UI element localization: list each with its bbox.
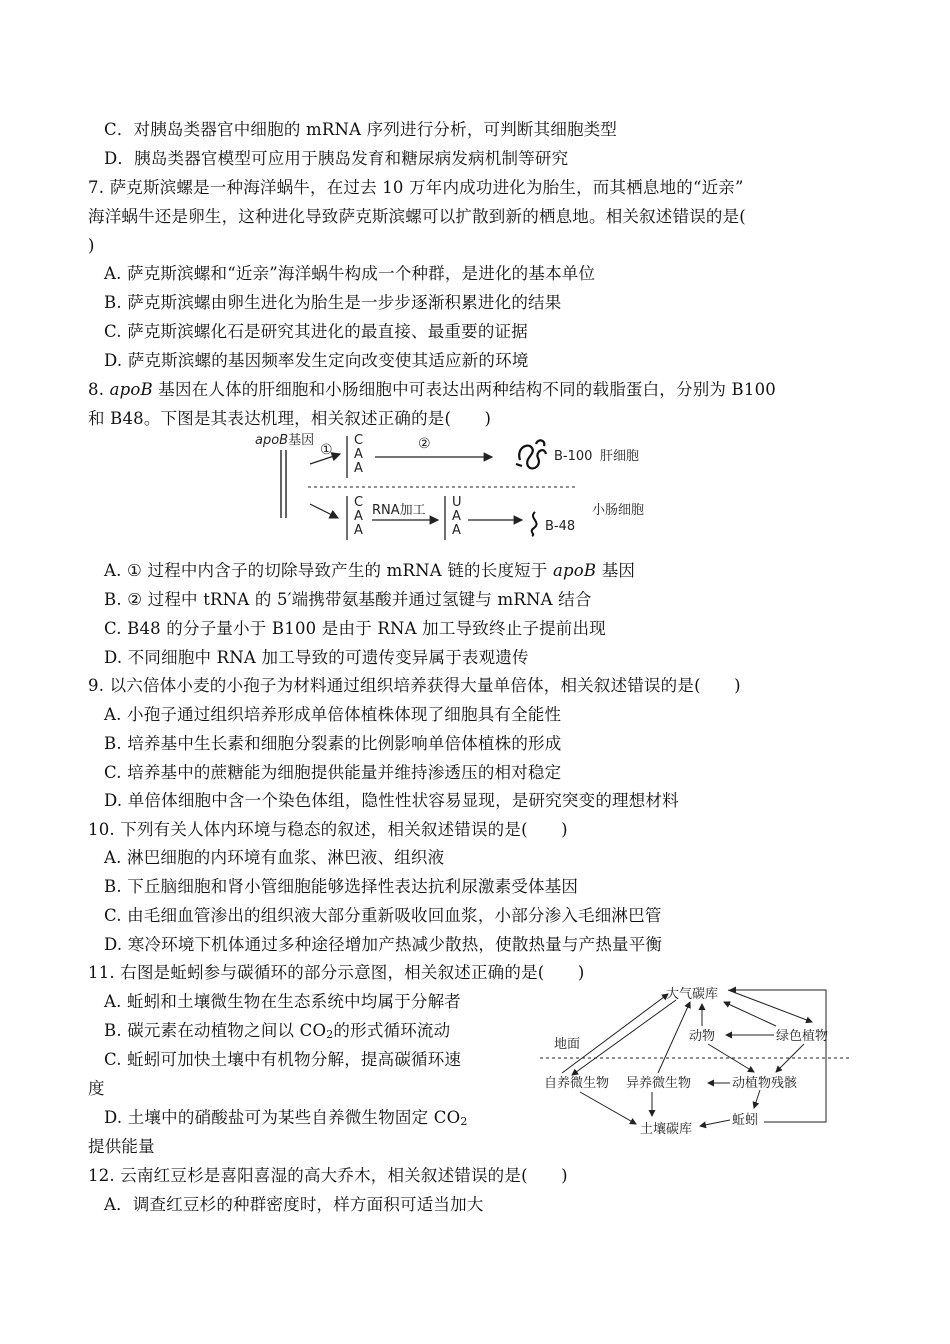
- q10-stem: 10. 下列有关人体内环境与稳态的叙述，相关叙述错误的是( ): [88, 820, 568, 839]
- q8-option-a-text: A. ① 过程中内含子的切除导致产生的 mRNA 链的长度短于: [104, 561, 553, 580]
- q11-arrow-atmosphere-to-autotroph: [572, 1000, 676, 1075]
- q8-option-a-suffix: 基因: [596, 561, 636, 580]
- q9-option-c: C. 培养基中的蔗糖能为细胞提供能量并维持渗透压的相对稳定: [104, 763, 562, 782]
- q8-option-a: [104, 560, 635, 582]
- q10-option-d: D. 寒冷环境下机体通过多种途径增加产热减少散热，使散热量与产热量平衡: [104, 935, 663, 954]
- q8-option-d: D. 不同细胞中 RNA 加工导致的可遗传变异属于表观遗传: [104, 648, 529, 667]
- q11-node-earthworm: 蚯蚓: [732, 1113, 759, 1128]
- q8-top-base-2: A: [354, 447, 363, 462]
- q11-stem: 11. 右图是蚯蚓参与碳循环的部分示意图，相关叙述正确的是( ): [88, 963, 585, 982]
- q11-node-heterotroph: 异养微生物: [626, 1076, 692, 1091]
- q9-option-b: B. 培养基中生长素和细胞分裂素的比例影响单倍体植株的形成: [104, 734, 562, 753]
- q8-bottom-base-2: A: [354, 509, 363, 524]
- q8-processed-base-2: A: [452, 509, 461, 524]
- q8-step1-label: ①: [320, 442, 333, 458]
- q11-option-b-sub: 2: [326, 1028, 334, 1041]
- q10-option-a: A. 淋巴细胞的内环境有血浆、淋巴液、组织液: [104, 848, 445, 867]
- q10-option-c: C. 由毛细血管渗出的组织液大部分重新吸收回血浆，小部分渗入毛细淋巴管: [104, 906, 662, 925]
- q10-option-b: B. 下丘脑细胞和肾小管细胞能够选择性表达抗利尿激素受体基因: [104, 877, 579, 896]
- q11-node-atmosphere: 大气碳库: [666, 987, 719, 1002]
- q8-top-base-1: C: [354, 433, 364, 448]
- q8-rna-processing-label: RNA加工: [372, 503, 426, 518]
- q11-node-soil-pool: 土壤碳库: [640, 1122, 693, 1137]
- q11-ground-label: 地面: [554, 1037, 581, 1052]
- q8-expression-diagram: [250, 430, 670, 550]
- q11-node-remains: 动植物残骸: [732, 1076, 798, 1091]
- q11-option-a: A. 蚯蚓和土壤微生物在生态系统中均属于分解者: [104, 992, 462, 1011]
- q11-option-c-line2: 度: [88, 1079, 105, 1098]
- q8-option-a-gene: apoB: [553, 561, 597, 580]
- q11-arrow-earthworm-to-soil: [700, 1120, 730, 1126]
- q8-cell-intestine: 小肠细胞: [592, 503, 645, 518]
- q11-carbon-cycle-diagram: [540, 980, 860, 1140]
- q8-protein-chain-b48: [532, 512, 537, 536]
- q8-protein-b48: B-48: [545, 519, 576, 534]
- q7-option-c: C. 萨克斯滨螺化石是研究其进化的最直接、最重要的证据: [104, 322, 528, 341]
- q11-arrow-autotroph-to-soil: [580, 1092, 636, 1124]
- q8-top-base-3: A: [354, 461, 363, 476]
- q7-option-d: D. 萨克斯滨螺的基因频率发生定向改变使其适应新的环境: [104, 351, 529, 370]
- q8-fig-gene-label: apoB基因: [255, 433, 315, 448]
- q8-cell-liver: 肝细胞: [600, 449, 640, 464]
- q8-stem-line2: 和 B48。下图是其表达机理，相关叙述正确的是( ): [88, 409, 492, 428]
- q8-folded-protein-b100: [516, 440, 546, 468]
- q9-option-d: D. 单倍体细胞中含一个染色体组，隐性性状容易显现，是研究突变的理想材料: [104, 791, 679, 810]
- q11-arrow-heterotroph-to-atmosphere: [658, 1002, 690, 1073]
- q11-option-d-line1: [104, 1107, 468, 1133]
- q11-node-autotroph: 自养微生物: [544, 1076, 610, 1091]
- q8-stem-line1: [88, 379, 776, 401]
- q11-arrow-remains-to-earthworm: [754, 1090, 760, 1108]
- q11-option-b: [104, 1020, 450, 1046]
- q8-number: 8.: [88, 380, 110, 399]
- q8-bottom-base-1: C: [354, 495, 364, 510]
- q8-protein-b100: B-100: [554, 449, 593, 464]
- q11-option-d-line2: 提供能量: [88, 1137, 155, 1156]
- q12-stem: 12. 云南红豆杉是喜阳喜湿的高大乔木，相关叙述错误的是( ): [88, 1166, 568, 1185]
- q11-arrow-autotroph-to-atmosphere: [562, 994, 668, 1073]
- q7-stem-line3: ): [88, 236, 95, 255]
- q11-option-c-line1: C. 蚯蚓可加快土壤中有机物分解，提高碳循环速: [104, 1050, 462, 1069]
- q9-stem: 9. 以六倍体小麦的小孢子为材料通过组织培养获得大量单倍体，相关叙述错误的是( ): [88, 676, 741, 695]
- q8-processed-base-1: U: [452, 495, 462, 510]
- q11-arrow-earthworm-to-atmosphere: [730, 990, 829, 1122]
- q9-option-a: A. 小孢子通过组织培养形成单倍体植株体现了细胞具有全能性: [104, 705, 562, 724]
- q11-node-plant: 绿色植物: [776, 1029, 829, 1044]
- q8-gene-name: apoB: [109, 380, 153, 399]
- q11-option-d-text: D. 土壤中的硝酸盐可为某些自养微生物固定 CO: [104, 1108, 461, 1127]
- q8-step2-label: ②: [418, 436, 431, 452]
- q11-option-b-text: B. 碳元素在动植物之间以 CO: [104, 1021, 327, 1040]
- q8-stem-text: 基因在人体的肝细胞和小肠细胞中可表达出两种结构不同的载脂蛋白，分别为 B100: [152, 380, 776, 399]
- q7-stem-line2: 海洋蜗牛还是卵生，这种进化导致萨克斯滨螺可以扩散到新的栖息地。相关叙述错误的是(: [88, 207, 746, 226]
- q8-option-c: C. B48 的分子量小于 B100 是由于 RNA 加工导致终止子提前出现: [104, 619, 606, 638]
- q11-option-d-sub: 2: [460, 1115, 468, 1128]
- q8-arrow-to-mrna-bottom: [310, 504, 338, 518]
- q7-option-a: A. 萨克斯滨螺和“近亲”海洋蜗牛构成一个种群，是进化的基本单位: [104, 264, 596, 283]
- q6-option-c: C．对胰岛类器官中细胞的 mRNA 序列进行分析，可判断其细胞类型: [104, 120, 618, 139]
- q8-processed-base-3: A: [452, 523, 461, 538]
- q8-option-b: B. ② 过程中 tRNA 的 5′端携带氨基酸并通过氢键与 mRNA 结合: [104, 590, 592, 609]
- q6-option-d: D．胰岛类器官模型可应用于胰岛发育和糖尿病发病机制等研究: [104, 149, 569, 168]
- q7-option-b: B. 萨克斯滨螺由卵生进化为胎生是一步步逐渐积累进化的结果: [104, 293, 562, 312]
- q12-option-a: A．调查红豆杉的种群密度时，样方面积可适当加大: [104, 1195, 484, 1214]
- q11-node-animal: 动物: [689, 1029, 716, 1044]
- q8-bottom-base-3: A: [354, 523, 363, 538]
- q11-arrow-atmosphere-to-plant: [728, 990, 812, 1022]
- q7-stem-line1: 7. 萨克斯滨螺是一种海洋蜗牛，在过去 10 万年内成功进化为胎生，而其栖息地的“近亲”: [88, 178, 744, 197]
- q11-option-b-suffix: 的形式循环流动: [333, 1021, 451, 1040]
